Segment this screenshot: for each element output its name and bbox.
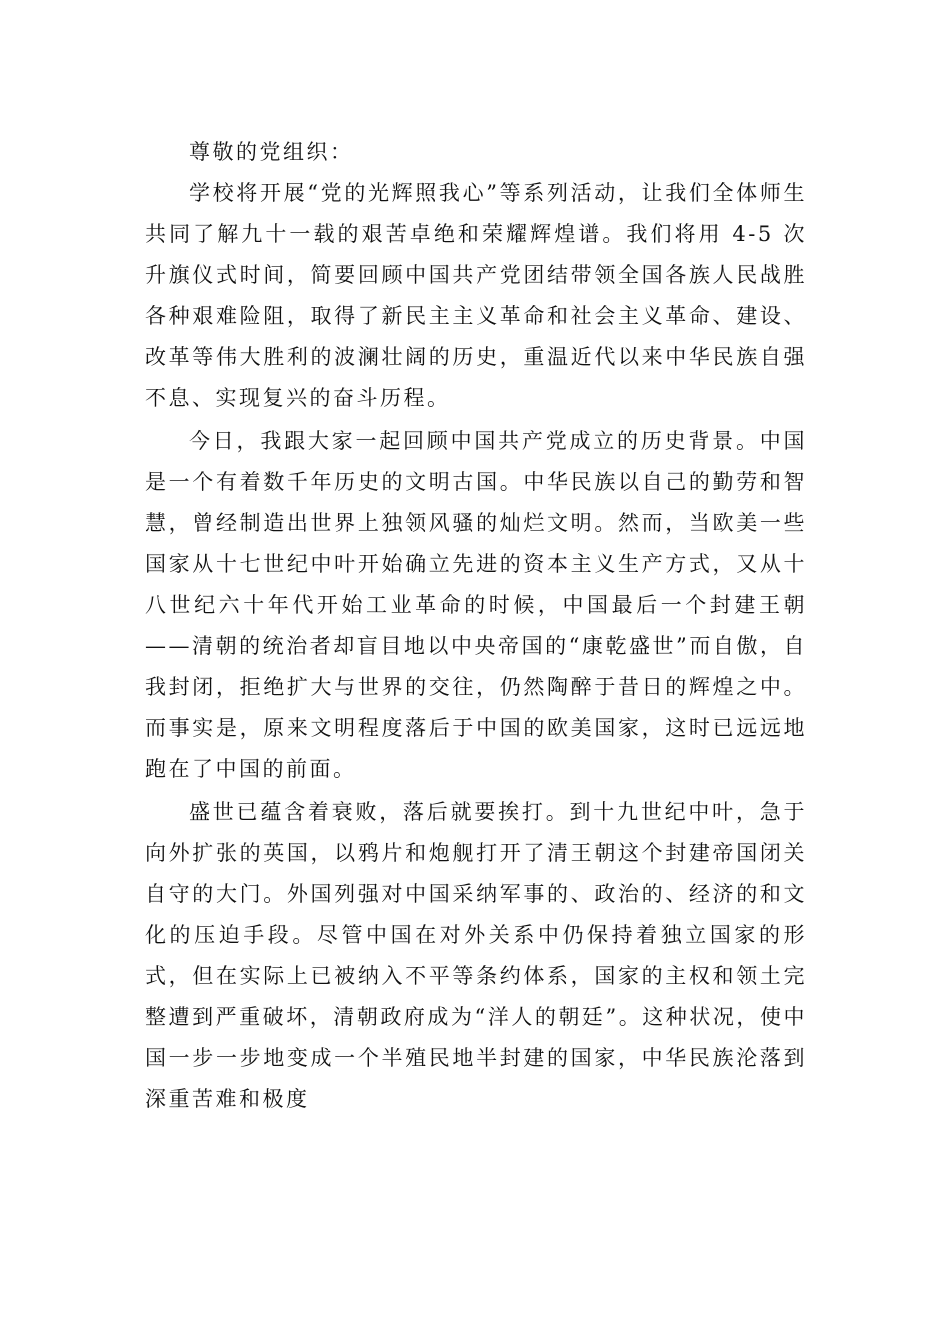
- paragraph-3: 盛世已蕴含着衰败，落后就要挨打。到十九世纪中叶，急于向外扩张的英国，以鸦片和炮舰打开了清王朝这个封建帝国闭关自守的大门。外国列强对中国采纳军事的、政治的、经济的和文化的压迫手段。尽管中国在对外关系中仍保持着独立国家的形式，但在实际上已被纳入不平等条约体系，国家的主权和领土完整遭到严重破坏，清朝政府成为“洋人的朝廷”。这种状况，使中国一步一步地变成一个半殖民地半封建的国家，中华民族沦落到深重苦难和极度: [145, 800, 807, 1111]
- document-body: [145, 132, 807, 1120]
- salutation: 尊敬的党组织：: [189, 140, 354, 164]
- paragraph-1: 学校将开展“党的光辉照我心”等系列活动，让我们全体师生共同了解九十一载的艰苦卓绝和荣耀辉煌谱。我们将用 4-5 次升旗仪式时间，简要回顾中国共产党团结带领全国各族人民战胜各种艰难险阻，取得了新民主主义革命和社会主义革命、建设、改革等伟大胜利的波澜壮阔的历史，重温近代以来中华民族自强不息、实现复兴的奋斗历程。: [145, 181, 807, 410]
- paragraph-2: 今日，我跟大家一起回顾中国共产党成立的历史背景。中国是一个有着数千年历史的文明古国。中华民族以自己的勤劳和智慧，曾经制造出世界上独领风骚的灿烂文明。然而，当欧美一些国家从十七世纪中叶开始确立先进的资本主义生产方式，又从十八世纪六十年代开始工业革命的时候，中国最后一个封建王朝——清朝的统治者却盲目地以中央帝国的“康乾盛世”而自傲，自我封闭，拒绝扩大与世界的交往，仍然陶醉于昔日的辉煌之中。而事实是，原来文明程度落后于中国的欧美国家，这时已远远地跑在了中国的前面。: [145, 429, 807, 781]
